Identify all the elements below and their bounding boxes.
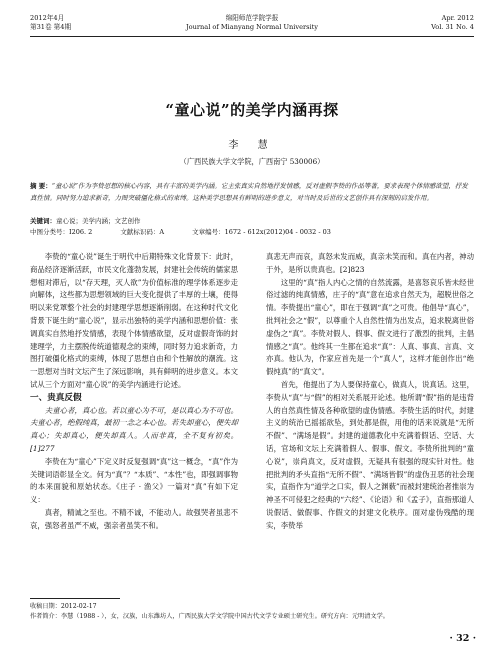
quote-continuation: 真悲无声而哀，真怒未发而威，真亲未笑而和。真在内者，神动于外，是所以贵真也。[2]823 bbox=[266, 252, 474, 274]
journal-name-en: Journal of Mianyang Normal University bbox=[186, 23, 318, 31]
body-column-right bbox=[266, 251, 474, 533]
header-right bbox=[354, 14, 474, 32]
body-column-left bbox=[30, 251, 238, 533]
classification-line bbox=[30, 227, 474, 238]
header-date: 2012年4月 bbox=[30, 14, 65, 22]
keywords-label: 关键词： bbox=[30, 217, 56, 225]
received-date: 收稿日期：2012-02-17 bbox=[30, 603, 97, 610]
clc-number: 中图分类号：I206. 2 bbox=[30, 228, 93, 236]
body-paragraph: 这里的“真”指人内心之情的自然流露，是喜怒哀乐皆未经世俗过滤的纯真情感，庄子的“真”意在追求自然天为，超脱世俗之情。李贽提出“童心”，即在于强调“真”之可贵。他倡导“真心”，批判社会之“假”，以尊重个人自然性情为出发点，追求脱离世俗虚伪之“真”。李贽对假人、假事、假文进行了激烈的批判，主倡情感之“真”。他终其一生都在追求“真”：人真、事真、言真、文亦真。他认为，作家应首先是一个“真人”，这样才能创作出“绝假纯真”的“真文”。 bbox=[266, 277, 474, 377]
abstract-text: “童心说”作为李贽思想的核心内容，具有丰富的美学内涵。它主张真实自然地抒发情感，反对虚假李贽的作品等著，要求表现个体情感欲望，抒发真性情。同时努力追求新奇，力图突破僵化格式的束缚。这种美学思想具有鲜明的进步意义，对当时及后世的文艺创作具有深刻的启发作用。 bbox=[30, 182, 468, 202]
header-date-en: Apr. 2012 bbox=[441, 14, 474, 22]
article-author: 李 慧 bbox=[228, 140, 276, 151]
header-rule bbox=[30, 36, 474, 37]
header-center bbox=[160, 14, 344, 32]
author-affiliation: （广西民族大学文学院，广西南宁 530006） bbox=[179, 157, 325, 166]
page-number: · 32 · bbox=[449, 633, 476, 644]
footnote bbox=[30, 602, 474, 622]
keywords bbox=[30, 216, 474, 227]
header-volume: 第31卷 第4期 bbox=[30, 23, 72, 31]
body-paragraph: 首先，他提出了为人要保持童心，做真人，说真话。这里，李贽从“真”与“假”的相对关系展开论述。他所谓“假”指的是违背人的自然真性情及各种欲望的虚伪情感。李贽生活的时代，封建主义的统治已摇摇欲坠，到处都是假，用他的话来说就是“无所不假”、“满场是假”。封建的道德教化中充满着假话、空话、大话，官场和文坛上充满着假人、假事、假文。李贽所批判的“童心说”，崇尚真文，反对虚假，无疑具有很强的现实针对性。他把批判的矛头直指“无所不假”、“满场皆假”的虚伪丑恶的社会现实，直指作为“道学之口实，假人之渊薮”而被封建统治者推崇为神圣不可侵犯之经典的“六经”、《论语》和《孟子》，直指那道人说假话、做假事、作假文的封建文化秩序。面对虚伪残酷的现实，李贽举 bbox=[266, 379, 474, 530]
document-code: 文献标识码：A bbox=[120, 228, 165, 236]
body-paragraph: 李贽在为“童心”下定义时反复强调“真”这一概念，“真”作为关键词语彰显全文。何为“真”？“本质”、“本性”也，即强调事物的本来面貌和原始状态。《庄子 · 渔父》一篇对“真”有如下定义： bbox=[30, 456, 238, 505]
intro-paragraph: 李贽的“童心说”诞生于明代中后期特殊文化背景下：此时，商品经济逐渐活跃，市民文化蓬勃发展，封建社会传统的儒家思想相对滞后，以“存天理，灭人欲”为价值标准的理学体系逐步走向解体，这些都为思想领域的巨大变化提供了丰厚的土壤，使得明以来党罩整个社会的封建理学思想逐渐削弱。在这种时代文化背景下诞生的“童心说”，显示出独特的美学内涵和思想价值：张调真实自然地抒发情感，表现个体情感欲望，反对虚假奇饰的封建理学，力主摆脱传统道德观念的束缚，同时努力追求新奇，力图打破僵化格式的束缚，体现了思想自由和个性解放的潮流。这一思想对当时文坛产生了深远影响，具有鲜明的进步意义。本文试从三个方面对“童心说”的美学内涵进行论述。 bbox=[30, 252, 238, 389]
block-quote: 夫童心者，真心也。若以童心为不可，是以真心为不可也。夫童心者，绝假纯真，最初一念之本心也。若失却童心，便失却真心；失却真心，便失却真人。人而非真，全不复有初矣。[1]277 bbox=[30, 405, 238, 453]
header-left bbox=[30, 14, 150, 32]
section-heading: 一、贵真反假 bbox=[30, 392, 82, 403]
abstract-label: 摘 要： bbox=[30, 182, 52, 190]
footnote-rule bbox=[30, 598, 120, 599]
article-number: 文章编号：1672 - 612x(2012)04 - 0032 - 03 bbox=[192, 228, 331, 236]
author-bio: 作者简介：李慧（1988 - ），女，汉族，山东潍坊人，广西民族大学文学院中国古代文学专业硕士研究生。研究方向：元明清文学。 bbox=[30, 613, 389, 620]
abstract bbox=[30, 180, 474, 204]
header-volume-en: Vol. 31 No. 4 bbox=[431, 23, 474, 31]
running-header bbox=[30, 14, 474, 42]
journal-name-cn: 绵阳师范学院学报 bbox=[225, 14, 279, 22]
keywords-text: 童心说；美学内涵；文艺创作 bbox=[56, 217, 141, 225]
article-title: “童心说”的美学内涵再探 bbox=[165, 101, 339, 119]
quote-paragraph: 真者，精诚之至也。不精不诚，不能动人。故强哭者虽悲不哀，强怒者虽严不威，强亲者虽笑不和。 bbox=[30, 507, 238, 530]
